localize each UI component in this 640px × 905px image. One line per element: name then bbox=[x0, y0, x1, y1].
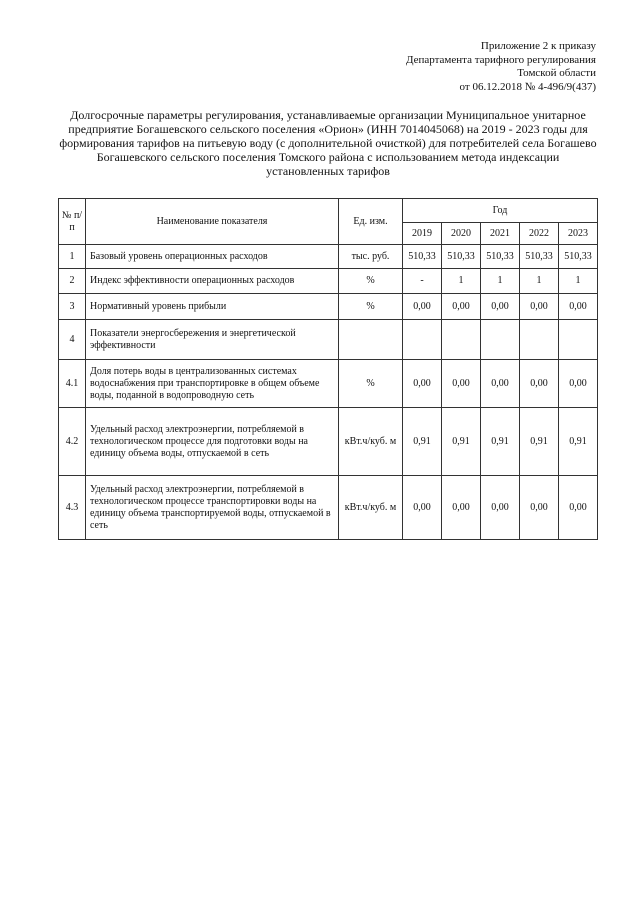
row-unit: % bbox=[339, 269, 403, 294]
row-value: 510,33 bbox=[403, 245, 442, 269]
row-value bbox=[520, 320, 559, 360]
row-value: 0,00 bbox=[559, 476, 598, 540]
row-unit: тыс. руб. bbox=[339, 245, 403, 269]
header-line: от 06.12.2018 № 4-496/9(437) bbox=[459, 80, 596, 93]
table-row bbox=[59, 245, 598, 269]
year-header: 2021 bbox=[481, 223, 520, 245]
row-value: 1 bbox=[481, 269, 520, 294]
row-unit: % bbox=[339, 294, 403, 320]
row-value bbox=[481, 320, 520, 360]
row-value: 1 bbox=[559, 269, 598, 294]
row-unit: % bbox=[339, 360, 403, 408]
row-number: 4.3 bbox=[59, 476, 86, 540]
row-name: Удельный расход электроэнергии, потребляемой в технологическом процессе для подготовки воды на единицу объема воды, отпускаемой в сеть bbox=[86, 408, 339, 476]
table-row bbox=[59, 476, 598, 540]
row-value: 1 bbox=[520, 269, 559, 294]
row-number: 4.1 bbox=[59, 360, 86, 408]
table-row bbox=[59, 294, 598, 320]
row-value bbox=[559, 320, 598, 360]
header-line: Приложение 2 к приказу bbox=[480, 40, 596, 52]
row-value: 0,00 bbox=[481, 360, 520, 408]
table-row bbox=[59, 320, 598, 360]
table-row bbox=[59, 360, 598, 408]
document-title: Долгосрочные параметры регулирования, устанавливаемые организации Муниципальное унитарное предприятие Богашевского сельского поселения «Орион» (ИНН 7014045068) на 2019 - 2023 годы для формирования тарифов на питьевую воду (с дополнительной очисткой) для потребителей села Богашево Богашевского сельского поселения Томского района с использованием метода индексации установленных тарифов bbox=[59, 108, 597, 178]
table-row bbox=[59, 269, 598, 294]
row-value: 0,91 bbox=[559, 408, 598, 476]
row-value: 0,00 bbox=[442, 360, 481, 408]
row-name: Базовый уровень операционных расходов bbox=[86, 245, 339, 269]
row-value: 0,00 bbox=[559, 294, 598, 320]
row-value bbox=[442, 320, 481, 360]
row-name: Доля потерь воды в централизованных системах водоснабжения при транспортировке в общем объеме воды, поданной в водопроводную сеть bbox=[86, 360, 339, 408]
row-name: Нормативный уровень прибыли bbox=[86, 294, 339, 320]
row-number: 4.2 bbox=[59, 408, 86, 476]
row-value: 0,00 bbox=[442, 294, 481, 320]
row-unit bbox=[339, 320, 403, 360]
column-header-number: № п/п bbox=[59, 199, 86, 245]
row-value: 0,00 bbox=[403, 294, 442, 320]
row-number: 1 bbox=[59, 245, 86, 269]
parameters-table bbox=[58, 198, 598, 540]
row-number: 2 bbox=[59, 269, 86, 294]
table-row bbox=[59, 408, 598, 476]
year-header: 2022 bbox=[520, 223, 559, 245]
row-value: 0,00 bbox=[481, 476, 520, 540]
column-header-year: Год bbox=[403, 199, 598, 223]
row-value: 0,91 bbox=[442, 408, 481, 476]
order-reference-header bbox=[296, 40, 596, 94]
row-number: 4 bbox=[59, 320, 86, 360]
year-header: 2019 bbox=[403, 223, 442, 245]
row-value: 0,00 bbox=[520, 476, 559, 540]
row-number: 3 bbox=[59, 294, 86, 320]
row-name: Показатели энергосбережения и энергетической эффективности bbox=[86, 320, 339, 360]
row-value: 1 bbox=[442, 269, 481, 294]
year-header: 2020 bbox=[442, 223, 481, 245]
row-value: 510,33 bbox=[520, 245, 559, 269]
row-value: 510,33 bbox=[481, 245, 520, 269]
year-header: 2023 bbox=[559, 223, 598, 245]
row-value: 0,00 bbox=[520, 294, 559, 320]
row-name: Удельный расход электроэнергии, потребляемой в технологическом процессе транспортировки воды на единицу объема транспортируемой воды, отпускаемой в сеть bbox=[86, 476, 339, 540]
row-value: - bbox=[403, 269, 442, 294]
row-value: 0,91 bbox=[481, 408, 520, 476]
header-line: Департамента тарифного регулирования bbox=[405, 53, 596, 66]
row-value: 0,00 bbox=[520, 360, 559, 408]
row-value: 0,00 bbox=[403, 360, 442, 408]
row-unit: кВт.ч/куб. м bbox=[339, 476, 403, 540]
column-header-unit: Ед. изм. bbox=[339, 199, 403, 245]
header-line: Томской области bbox=[517, 67, 596, 79]
row-value: 0,00 bbox=[442, 476, 481, 540]
row-value: 510,33 bbox=[559, 245, 598, 269]
row-value: 0,91 bbox=[520, 408, 559, 476]
row-unit: кВт.ч/куб. м bbox=[339, 408, 403, 476]
row-value: 0,00 bbox=[559, 360, 598, 408]
column-header-name: Наименование показателя bbox=[86, 199, 339, 245]
row-value: 0,91 bbox=[403, 408, 442, 476]
row-value: 0,00 bbox=[481, 294, 520, 320]
row-value bbox=[403, 320, 442, 360]
row-value: 510,33 bbox=[442, 245, 481, 269]
row-name: Индекс эффективности операционных расходов bbox=[86, 269, 339, 294]
row-value: 0,00 bbox=[403, 476, 442, 540]
